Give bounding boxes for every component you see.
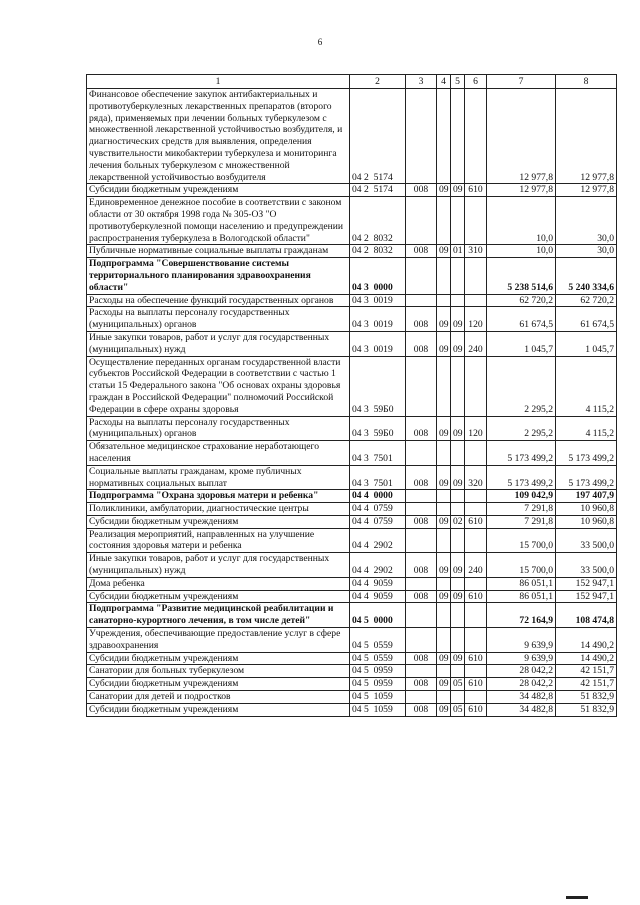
row-amount-year2-cell: 42 151,7	[556, 678, 617, 691]
row-amount-year2-cell: 10 960,8	[556, 515, 617, 528]
row-subsection-cell	[451, 577, 465, 590]
row-amount-year1-cell: 34 482,8	[487, 691, 556, 704]
table-row	[87, 331, 617, 356]
row-amount-year2-cell: 10 960,8	[556, 503, 617, 516]
row-ministry-cell	[406, 503, 437, 516]
row-name-cell: Субсидии бюджетным учреждениям	[87, 515, 350, 528]
column-header: 7	[487, 75, 556, 89]
table-row	[87, 691, 617, 704]
row-amount-year2-cell: 152 947,1	[556, 590, 617, 603]
row-amount-year2-cell: 62 720,2	[556, 294, 617, 307]
row-code-cell: 04 2 8032	[350, 245, 406, 258]
row-name-cell: Учреждения, обеспечивающие предоставление услуг в сфере здравоохранения	[87, 628, 350, 653]
row-subsection-cell	[451, 89, 465, 184]
row-amount-year1-cell: 34 482,8	[487, 703, 556, 716]
row-amount-year1-cell: 15 700,0	[487, 528, 556, 553]
row-section-cell: 09	[437, 184, 451, 197]
row-amount-year1-cell: 12 977,8	[487, 184, 556, 197]
row-code-cell: 04 5 0000	[350, 603, 406, 628]
row-amount-year1-cell: 10,0	[487, 197, 556, 245]
row-code-cell: 04 3 0000	[350, 258, 406, 294]
row-section-cell	[437, 603, 451, 628]
row-subsection-cell	[451, 197, 465, 245]
row-subsection-cell	[451, 503, 465, 516]
row-section-cell	[437, 294, 451, 307]
row-section-cell: 09	[437, 590, 451, 603]
row-amount-year2-cell: 61 674,5	[556, 307, 617, 332]
row-amount-year1-cell: 2 295,2	[487, 416, 556, 441]
row-section-cell	[437, 691, 451, 704]
row-subsection-cell: 09	[451, 307, 465, 332]
row-name-cell: Единовременное денежное пособие в соответствии с законом области от 30 октября 1998 года № 305-ОЗ "О противотуберкулезной помощи населению и предупреждении распространения туберкулеза в Вологодской области"	[87, 197, 350, 245]
row-subsection-cell: 09	[451, 652, 465, 665]
row-amount-year2-cell: 4 115,2	[556, 356, 617, 416]
row-amount-year2-cell: 197 407,9	[556, 490, 617, 503]
table-row	[87, 89, 617, 184]
row-subsection-cell: 09	[451, 553, 465, 578]
row-expense-type-cell	[465, 490, 487, 503]
row-ministry-cell	[406, 577, 437, 590]
row-name-cell: Реализация мероприятий, направленных на улучшение состояния здоровья матери и ребенка	[87, 528, 350, 553]
row-amount-year2-cell: 4 115,2	[556, 416, 617, 441]
row-expense-type-cell	[465, 665, 487, 678]
row-section-cell: 09	[437, 678, 451, 691]
row-expense-type-cell	[465, 258, 487, 294]
row-amount-year1-cell: 5 173 499,2	[487, 441, 556, 466]
row-subsection-cell	[451, 490, 465, 503]
table-row	[87, 703, 617, 716]
row-amount-year1-cell: 86 051,1	[487, 577, 556, 590]
row-subsection-cell: 02	[451, 515, 465, 528]
row-subsection-cell: 05	[451, 703, 465, 716]
row-amount-year2-cell: 42 151,7	[556, 665, 617, 678]
column-header: 8	[556, 75, 617, 89]
row-code-cell: 04 3 0019	[350, 294, 406, 307]
row-code-cell: 04 3 7501	[350, 465, 406, 490]
row-ministry-cell: 008	[406, 245, 437, 258]
row-section-cell: 09	[437, 307, 451, 332]
row-amount-year1-cell: 12 977,8	[487, 89, 556, 184]
row-amount-year1-cell: 5 238 514,6	[487, 258, 556, 294]
column-header: 6	[465, 75, 487, 89]
row-amount-year1-cell: 62 720,2	[487, 294, 556, 307]
row-code-cell: 04 5 0559	[350, 628, 406, 653]
row-code-cell: 04 4 9059	[350, 590, 406, 603]
row-name-cell: Социальные выплаты гражданам, кроме публичных нормативных социальных выплат	[87, 465, 350, 490]
row-expense-type-cell: 610	[465, 703, 487, 716]
row-section-cell: 09	[437, 331, 451, 356]
row-amount-year2-cell: 14 490,2	[556, 628, 617, 653]
row-subsection-cell	[451, 691, 465, 704]
row-code-cell: 04 5 0959	[350, 665, 406, 678]
row-subsection-cell: 09	[451, 590, 465, 603]
row-subsection-cell	[451, 294, 465, 307]
row-ministry-cell: 008	[406, 331, 437, 356]
row-name-cell: Осуществление переданных органам государственной власти субъектов Российской Федерации в соответствии с частью 1 статьи 15 Федерального закона "Об основах охраны здоровья граждан в Российской Федерации" полномочий Российской Федерации в сфере охраны здоровья	[87, 356, 350, 416]
table-row	[87, 245, 617, 258]
row-subsection-cell	[451, 603, 465, 628]
row-expense-type-cell	[465, 89, 487, 184]
row-expense-type-cell: 610	[465, 678, 487, 691]
row-section-cell	[437, 503, 451, 516]
row-amount-year2-cell: 51 832,9	[556, 703, 617, 716]
row-name-cell: Подпрограмма "Развитие медицинской реабилитации и санаторно-курортного лечения, в том числе детей"	[87, 603, 350, 628]
row-amount-year1-cell: 72 164,9	[487, 603, 556, 628]
row-amount-year1-cell: 5 173 499,2	[487, 465, 556, 490]
row-ministry-cell	[406, 294, 437, 307]
row-code-cell: 04 2 5174	[350, 184, 406, 197]
table-row	[87, 678, 617, 691]
row-code-cell: 04 5 0959	[350, 678, 406, 691]
row-ministry-cell	[406, 490, 437, 503]
row-code-cell: 04 4 9059	[350, 577, 406, 590]
table-row	[87, 503, 617, 516]
row-name-cell: Финансовое обеспечение закупок антибактериальных и противотуберкулезных лекарственных препаратов (второго ряда), применяемых при лечении больных туберкулезом с множественной лекарственной устойчивостью возбудителя, и диагностических средств для выявления, определения чувствительности микобактерии туберкулеза и мониторинга лечения больных туберкулезом с множественной лекарственной устойчивостью возбудителя	[87, 89, 350, 184]
row-code-cell: 04 5 1059	[350, 703, 406, 716]
row-ministry-cell: 008	[406, 703, 437, 716]
table-row	[87, 416, 617, 441]
row-name-cell: Санатории для больных туберкулезом	[87, 665, 350, 678]
row-amount-year2-cell: 152 947,1	[556, 577, 617, 590]
column-header: 4	[437, 75, 451, 89]
row-subsection-cell: 09	[451, 184, 465, 197]
row-amount-year2-cell: 108 474,8	[556, 603, 617, 628]
page-number: 6	[317, 37, 323, 47]
row-amount-year1-cell: 109 042,9	[487, 490, 556, 503]
row-ministry-cell	[406, 628, 437, 653]
row-expense-type-cell: 610	[465, 652, 487, 665]
row-expense-type-cell: 120	[465, 416, 487, 441]
row-expense-type-cell: 310	[465, 245, 487, 258]
row-code-cell: 04 5 1059	[350, 691, 406, 704]
budget-table	[86, 74, 617, 717]
row-code-cell: 04 4 0000	[350, 490, 406, 503]
footer-mark	[566, 896, 588, 899]
row-expense-type-cell	[465, 628, 487, 653]
row-subsection-cell	[451, 258, 465, 294]
row-name-cell: Субсидии бюджетным учреждениям	[87, 678, 350, 691]
row-name-cell: Подпрограмма "Охрана здоровья матери и ребенка"	[87, 490, 350, 503]
row-amount-year1-cell: 1 045,7	[487, 331, 556, 356]
row-name-cell: Субсидии бюджетным учреждениям	[87, 590, 350, 603]
row-section-cell: 09	[437, 416, 451, 441]
table-row	[87, 628, 617, 653]
row-section-cell	[437, 665, 451, 678]
row-subsection-cell: 09	[451, 416, 465, 441]
row-expense-type-cell	[465, 441, 487, 466]
table-row	[87, 652, 617, 665]
row-expense-type-cell	[465, 603, 487, 628]
row-ministry-cell	[406, 441, 437, 466]
subprogram-row	[87, 258, 617, 294]
row-section-cell: 09	[437, 652, 451, 665]
row-section-cell	[437, 441, 451, 466]
table-row	[87, 184, 617, 197]
row-code-cell: 04 3 0019	[350, 307, 406, 332]
header-row	[87, 75, 617, 89]
column-header: 3	[406, 75, 437, 89]
row-ministry-cell	[406, 603, 437, 628]
table-row	[87, 665, 617, 678]
table-row	[87, 307, 617, 332]
row-subsection-cell	[451, 441, 465, 466]
subprogram-row	[87, 603, 617, 628]
row-subsection-cell: 09	[451, 465, 465, 490]
row-expense-type-cell: 610	[465, 515, 487, 528]
row-expense-type-cell	[465, 294, 487, 307]
row-amount-year2-cell: 1 045,7	[556, 331, 617, 356]
row-section-cell	[437, 258, 451, 294]
row-name-cell: Публичные нормативные социальные выплаты гражданам	[87, 245, 350, 258]
row-section-cell	[437, 577, 451, 590]
table-row	[87, 197, 617, 245]
row-amount-year2-cell: 5 173 499,2	[556, 465, 617, 490]
row-name-cell: Субсидии бюджетным учреждениям	[87, 184, 350, 197]
row-code-cell: 04 5 0559	[350, 652, 406, 665]
row-ministry-cell: 008	[406, 553, 437, 578]
row-ministry-cell	[406, 356, 437, 416]
row-amount-year2-cell: 5 173 499,2	[556, 441, 617, 466]
row-section-cell: 09	[437, 465, 451, 490]
row-code-cell: 04 2 8032	[350, 197, 406, 245]
row-amount-year2-cell: 33 500,0	[556, 528, 617, 553]
table-row	[87, 528, 617, 553]
row-subsection-cell: 05	[451, 678, 465, 691]
row-code-cell: 04 3 7501	[350, 441, 406, 466]
row-section-cell: 09	[437, 703, 451, 716]
column-header: 2	[350, 75, 406, 89]
row-amount-year2-cell: 12 977,8	[556, 184, 617, 197]
row-name-cell: Иные закупки товаров, работ и услуг для государственных (муниципальных) нужд	[87, 553, 350, 578]
row-ministry-cell	[406, 258, 437, 294]
row-code-cell: 04 2 5174	[350, 89, 406, 184]
row-ministry-cell: 008	[406, 416, 437, 441]
row-code-cell: 04 4 0759	[350, 503, 406, 516]
row-expense-type-cell: 610	[465, 590, 487, 603]
row-name-cell: Подпрограмма "Совершенствование системы территориального планирования здравоохранения области"	[87, 258, 350, 294]
row-amount-year1-cell: 28 042,2	[487, 678, 556, 691]
row-expense-type-cell	[465, 528, 487, 553]
row-code-cell: 04 4 2902	[350, 553, 406, 578]
row-name-cell: Субсидии бюджетным учреждениям	[87, 703, 350, 716]
row-expense-type-cell: 610	[465, 184, 487, 197]
row-section-cell	[437, 490, 451, 503]
row-section-cell	[437, 356, 451, 416]
row-amount-year1-cell: 61 674,5	[487, 307, 556, 332]
row-amount-year2-cell: 30,0	[556, 245, 617, 258]
row-amount-year2-cell: 12 977,8	[556, 89, 617, 184]
row-code-cell: 04 4 0759	[350, 515, 406, 528]
column-header: 5	[451, 75, 465, 89]
row-name-cell: Расходы на выплаты персоналу государственных (муниципальных) органов	[87, 416, 350, 441]
table-row	[87, 294, 617, 307]
row-amount-year1-cell: 9 639,9	[487, 628, 556, 653]
table-row	[87, 577, 617, 590]
row-name-cell: Дома ребенка	[87, 577, 350, 590]
row-amount-year2-cell: 33 500,0	[556, 553, 617, 578]
row-amount-year1-cell: 9 639,9	[487, 652, 556, 665]
row-section-cell	[437, 628, 451, 653]
row-subsection-cell	[451, 628, 465, 653]
row-code-cell: 04 3 59Б0	[350, 416, 406, 441]
row-expense-type-cell: 240	[465, 331, 487, 356]
row-section-cell	[437, 197, 451, 245]
row-expense-type-cell	[465, 691, 487, 704]
row-section-cell: 09	[437, 515, 451, 528]
table-row	[87, 515, 617, 528]
row-amount-year2-cell: 5 240 334,6	[556, 258, 617, 294]
row-section-cell: 09	[437, 553, 451, 578]
row-subsection-cell	[451, 356, 465, 416]
row-name-cell: Поликлиники, амбулатории, диагностические центры	[87, 503, 350, 516]
row-amount-year1-cell: 10,0	[487, 245, 556, 258]
row-amount-year1-cell: 28 042,2	[487, 665, 556, 678]
row-amount-year2-cell: 51 832,9	[556, 691, 617, 704]
row-name-cell: Обязательное медицинское страхование неработающего населения	[87, 441, 350, 466]
row-name-cell: Санатории для детей и подростков	[87, 691, 350, 704]
row-amount-year1-cell: 86 051,1	[487, 590, 556, 603]
row-amount-year1-cell: 7 291,8	[487, 503, 556, 516]
subprogram-row	[87, 490, 617, 503]
row-ministry-cell	[406, 691, 437, 704]
row-ministry-cell	[406, 528, 437, 553]
row-amount-year2-cell: 30,0	[556, 197, 617, 245]
row-amount-year1-cell: 7 291,8	[487, 515, 556, 528]
row-subsection-cell	[451, 665, 465, 678]
row-name-cell: Иные закупки товаров, работ и услуг для государственных (муниципальных) нужд	[87, 331, 350, 356]
row-ministry-cell: 008	[406, 465, 437, 490]
row-subsection-cell: 09	[451, 331, 465, 356]
table-row	[87, 356, 617, 416]
row-code-cell: 04 3 59Б0	[350, 356, 406, 416]
row-ministry-cell	[406, 197, 437, 245]
row-ministry-cell	[406, 665, 437, 678]
table-row	[87, 590, 617, 603]
row-code-cell: 04 3 0019	[350, 331, 406, 356]
row-amount-year1-cell: 15 700,0	[487, 553, 556, 578]
row-amount-year1-cell: 2 295,2	[487, 356, 556, 416]
row-name-cell: Субсидии бюджетным учреждениям	[87, 652, 350, 665]
row-expense-type-cell	[465, 503, 487, 516]
row-name-cell: Расходы на выплаты персоналу государственных (муниципальных) органов	[87, 307, 350, 332]
row-expense-type-cell	[465, 577, 487, 590]
row-amount-year2-cell: 14 490,2	[556, 652, 617, 665]
table-row	[87, 553, 617, 578]
row-expense-type-cell	[465, 197, 487, 245]
table-row	[87, 441, 617, 466]
row-section-cell	[437, 89, 451, 184]
row-expense-type-cell: 320	[465, 465, 487, 490]
row-code-cell: 04 4 2902	[350, 528, 406, 553]
table-row	[87, 465, 617, 490]
row-ministry-cell: 008	[406, 184, 437, 197]
row-ministry-cell: 008	[406, 307, 437, 332]
row-ministry-cell	[406, 89, 437, 184]
row-ministry-cell: 008	[406, 652, 437, 665]
row-expense-type-cell	[465, 356, 487, 416]
row-ministry-cell: 008	[406, 590, 437, 603]
row-subsection-cell: 01	[451, 245, 465, 258]
row-expense-type-cell: 120	[465, 307, 487, 332]
row-ministry-cell: 008	[406, 678, 437, 691]
row-section-cell: 09	[437, 245, 451, 258]
table-body	[87, 89, 617, 717]
row-name-cell: Расходы на обеспечение функций государственных органов	[87, 294, 350, 307]
row-expense-type-cell: 240	[465, 553, 487, 578]
row-ministry-cell: 008	[406, 515, 437, 528]
row-subsection-cell	[451, 528, 465, 553]
row-section-cell	[437, 528, 451, 553]
column-header: 1	[87, 75, 350, 89]
